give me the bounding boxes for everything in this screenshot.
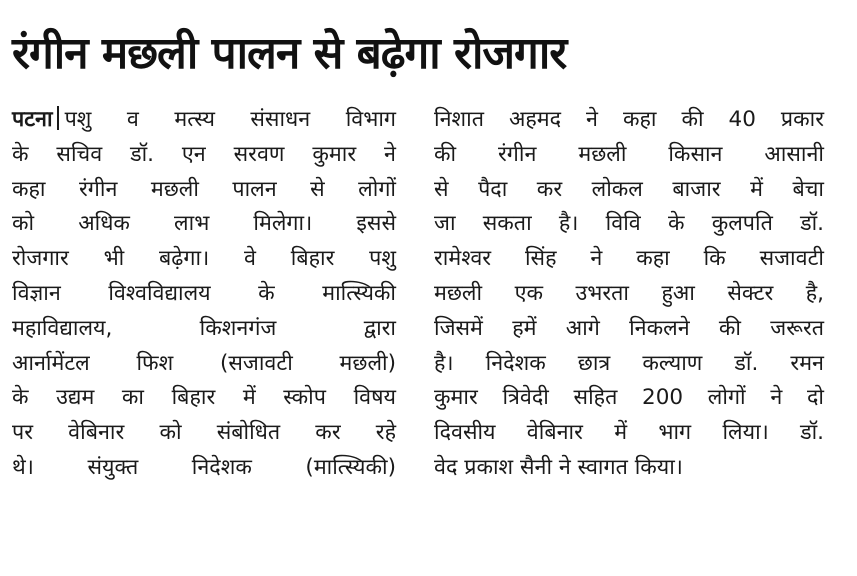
article-line [12, 103, 396, 138]
article-line: को अधिक लाभ मिलेगा। इससे [12, 211, 396, 237]
article-line: मछली एक उभरता हुआ सेक्टर है, [434, 280, 824, 306]
article-line: महाविद्यालय, किशनगंज द्वारा [12, 315, 396, 341]
dateline-separator [57, 106, 59, 130]
article-line: की रंगीन मछली किसान आसानी [434, 141, 824, 167]
article-line: निशात अहमद ने कहा की 40 प्रकार [434, 107, 824, 132]
article-line: आर्नामेंटल फिश (सजावटी मछली) [12, 350, 396, 376]
article-column-left [12, 103, 396, 486]
article-line: है। निदेशक छात्र कल्याण डॉ. रमन [434, 350, 824, 376]
headline: रंगीन मछली पालन से बढ़ेगा रोजगार [12, 28, 567, 79]
article-line: पर वेबिनार को संबोधित कर रहे [12, 420, 396, 446]
article-line-text: पशु व मत्स्य संसाधन विभाग [64, 107, 396, 132]
article-line: के उद्यम का बिहार में स्कोप विषय [12, 385, 396, 411]
article-line: रोजगार भी बढ़ेगा। वे बिहार पशु [12, 246, 396, 272]
article-line: रामेश्वर सिंह ने कहा कि सजावटी [434, 246, 824, 272]
article-line: के सचिव डॉ. एन सरवण कुमार ने [12, 141, 396, 167]
article-line: विज्ञान विश्वविद्यालय के मात्स्यिकी [12, 280, 396, 306]
article-column-right [434, 103, 824, 486]
article-line: जा सकता है। विवि के कुलपति डॉ. [434, 211, 824, 237]
article-line: दिवसीय वेबिनार में भाग लिया। डॉ. [434, 420, 824, 446]
article-line: कहा रंगीन मछली पालन से लोगों [12, 176, 396, 202]
article-line: वेद प्रकाश सैनी ने स्वागत किया। [434, 454, 683, 480]
article-line: जिसमें हमें आगे निकलने की जरूरत [434, 315, 824, 341]
article-line: कुमार त्रिवेदी सहित 200 लोगों ने दो [434, 385, 824, 411]
article-line: से पैदा कर लोकल बाजार में बेचा [434, 176, 824, 202]
dateline: पटना [12, 107, 53, 132]
article-line: थे। संयुक्त निदेशक (मात्स्यिकी) [12, 454, 396, 480]
